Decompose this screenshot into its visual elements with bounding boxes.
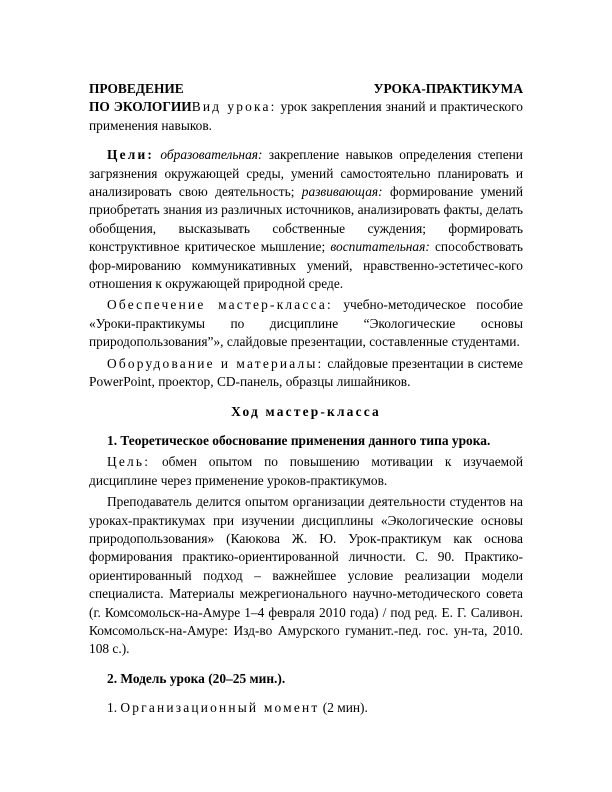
equipment-paragraph xyxy=(89,355,523,392)
goal-upbringing-text: способствовать фор-мированию коммуникативных умений, нравственно-эстетичес-кого отношения к окружающей природной среде. xyxy=(89,239,523,292)
section2-heading xyxy=(89,670,523,688)
section2-heading-text: 2. Модель урока (20–25 мин.). xyxy=(107,670,286,686)
goal-developing-label: развивающая: xyxy=(301,184,383,200)
course-heading-text: Ход мастер-класса xyxy=(231,403,381,419)
section2-item-number: 1. xyxy=(107,700,121,716)
section1-heading xyxy=(89,432,523,450)
support-text: учебно-методическое пособие «Уроки-практикумы по дисциплине “Экологические основы природопользования”», слайдовые презентации, составленные студентами. xyxy=(89,297,523,350)
section1-goal-paragraph xyxy=(89,453,523,490)
lesson-type-text: урок закрепления знаний и практического применения навыков. xyxy=(89,99,523,133)
title-right: УРОКА-ПРАКТИКУМА xyxy=(373,81,523,96)
section2-item-1 xyxy=(89,699,523,717)
equipment-text: слайдовые презентации в системе PowerPoint, проектор, CD-панель, образцы лишайников. xyxy=(89,355,523,390)
section1-body-paragraph: Преподаватель делится опытом организации деятельности студентов на уроках-практикумах при изучении дисциплины «Экологические основы природопользования» (Каюкова Ж. Ю. Урок-практикум как основа формирования практико-ориентированной личности. С. 90. Практико-ориентированный подход – важнейшее условие реализации модели специалиста. Материалы межрегионального научно-методического совета (г. Комсомольск-на-Амуре 1–4 февраля 2010 года) / под ред. Е. Г. Саливон. Комсомольск-на-Амуре: Изд-во Амурского гуманит.-пед. гос. ун-та, 2010. 108 с.). xyxy=(89,494,523,657)
lesson-type-paragraph xyxy=(89,98,523,135)
title-line-1 xyxy=(89,80,523,98)
goals-label: Цели: xyxy=(107,147,155,163)
document-body xyxy=(89,80,523,718)
goal-educational-text: закрепление навыков определения степени загрязнения окружающей среды, умений самостоятельно планировать и анализировать свою деятельность; xyxy=(89,147,523,200)
support-paragraph xyxy=(89,296,523,351)
section2-item-label: Организационный момент xyxy=(120,700,320,716)
goal-developing-text: формирование умений приобретать знания из различных источников, анализировать факты, делать обобщения, высказывать собственные суждения; формировать конструктивное критическое мышление; xyxy=(89,184,523,255)
goal-educational-label: образовательная: xyxy=(160,147,263,163)
section1-heading-text: 1. Теоретическое обоснование применения данного типа урока. xyxy=(107,432,491,448)
lesson-type-label: Вид урока: xyxy=(191,99,277,115)
equipment-label: Оборудование и материалы: xyxy=(107,355,324,371)
title-line-2: ПО ЭКОЛОГИИ xyxy=(89,99,192,115)
goal-upbringing-label: воспитательная: xyxy=(330,239,430,255)
section1-goal-text: обмен опытом по повышению мотивации к изучаемой дисциплине через применение уроков-практикумов. xyxy=(89,454,523,488)
course-heading xyxy=(89,403,523,421)
goals-paragraph xyxy=(89,146,523,293)
section1-goal-label: Цель: xyxy=(107,454,151,470)
section2-item-text: (2 мин). xyxy=(319,700,368,716)
title-left: ПРОВЕДЕНИЕ xyxy=(89,81,184,96)
support-label: Обеспечение мастер-класса: xyxy=(107,297,333,313)
